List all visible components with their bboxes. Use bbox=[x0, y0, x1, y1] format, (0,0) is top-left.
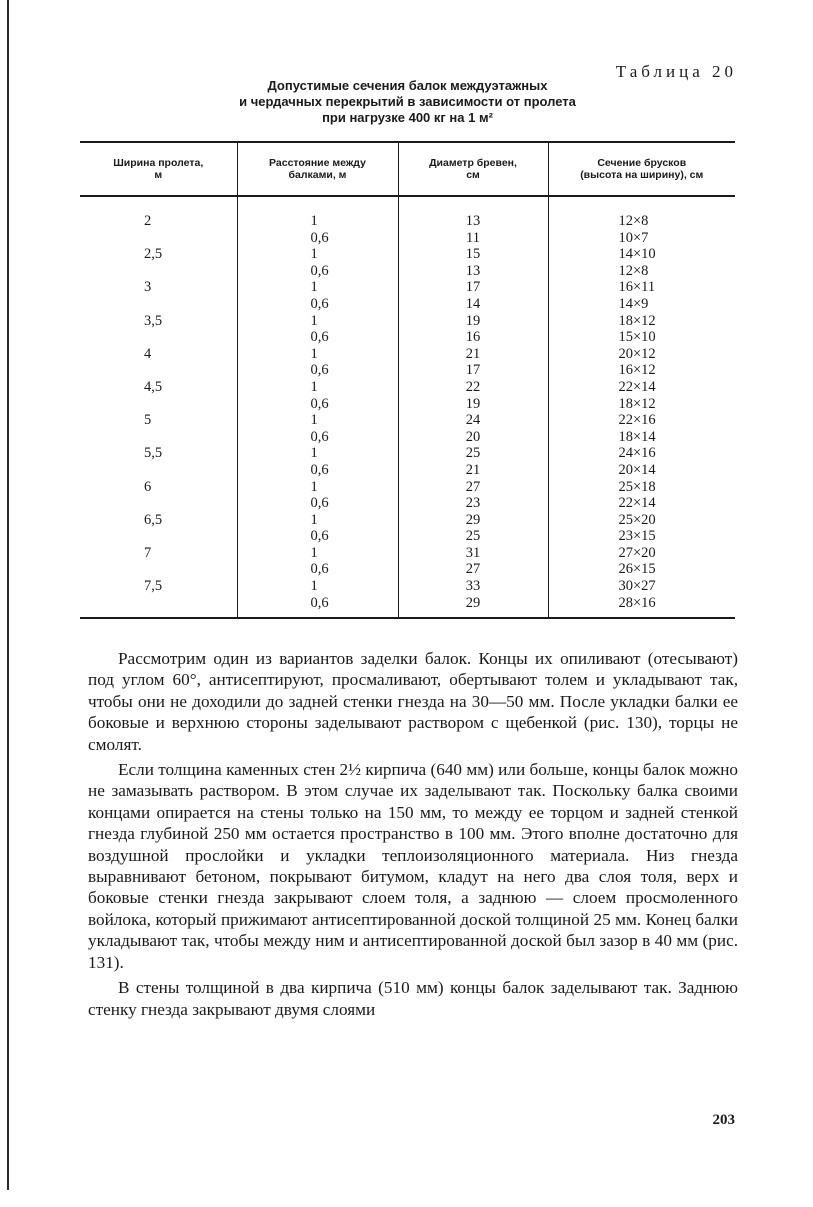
section-cell: 10×7 bbox=[618, 229, 649, 246]
distance-cell: 1 bbox=[310, 213, 318, 229]
diameter-cell: 19 bbox=[465, 312, 481, 329]
diameter-cell: 21 bbox=[465, 345, 481, 362]
table-body-row bbox=[80, 196, 735, 618]
span-cell bbox=[144, 230, 236, 247]
span-cell: 2,5 bbox=[144, 246, 163, 263]
diameter-cell: 20 bbox=[465, 428, 481, 445]
section-cell: 18×12 bbox=[618, 395, 656, 412]
span-cell: 3,5 bbox=[144, 312, 163, 329]
span-cell: 4,5 bbox=[144, 378, 163, 395]
section-cell: 18×12 bbox=[618, 312, 656, 329]
span-cell bbox=[144, 362, 236, 379]
section-cell: 16×12 bbox=[618, 362, 656, 379]
span-cell bbox=[144, 495, 236, 512]
span-cell bbox=[144, 561, 236, 578]
diameter-cell: 24 bbox=[465, 412, 481, 429]
page-edge-line bbox=[7, 0, 9, 1190]
distance-cell: 1 bbox=[310, 312, 318, 329]
span-cell bbox=[144, 396, 236, 413]
diameter-cell: 27 bbox=[465, 561, 481, 578]
diameter-cell: 19 bbox=[465, 395, 481, 412]
distance-cell: 1 bbox=[310, 578, 318, 595]
span-cell: 6,5 bbox=[144, 511, 163, 528]
diameter-cell: 17 bbox=[465, 279, 481, 296]
span-cell: 3 bbox=[144, 279, 152, 296]
diameter-cell: 25 bbox=[465, 445, 481, 462]
body-text bbox=[88, 648, 738, 1024]
distance-cell: 1 bbox=[310, 246, 318, 263]
span-cell: 5 bbox=[144, 412, 152, 429]
diameter-cell: 16 bbox=[465, 329, 481, 346]
distance-cell: 0,6 bbox=[310, 461, 329, 478]
section-cell: 18×14 bbox=[618, 428, 656, 445]
paragraph: Рассмотрим один из вариантов заделки балок. Концы их опиливают (отесывают) под углом 60°, антисептируют, просмаливают, обертывают толем и укладывают так, чтобы они не доходили до задней стенки гнезда на 30—50 мм. После укладки балки ее боковые и верхнюю стороны заделывают раствором с щебенкой (рис. 130), торцы не смолят. bbox=[88, 649, 738, 754]
distance-cell: 0,6 bbox=[310, 329, 329, 346]
distance-cell: 0,6 bbox=[310, 561, 329, 578]
diameter-cell: 13 bbox=[465, 213, 481, 229]
table-title bbox=[80, 78, 735, 126]
distance-column bbox=[237, 196, 398, 618]
span-cell bbox=[144, 296, 236, 313]
section-cell: 12×8 bbox=[618, 213, 649, 229]
diameter-cell: 14 bbox=[465, 295, 481, 312]
section-cell: 24×16 bbox=[618, 445, 656, 462]
span-cell: 2 bbox=[144, 213, 152, 229]
paragraph: Если толщина каменных стен 2½ кирпича (640 мм) или больше, концы балок можно не замазывать раствором. В этом случае их заделывают так. Поскольку балка своими концами опирается на стены только на 150 мм, то между ее торцом и задней стенкой гнезда глубиной 250 мм остается пространство в 100 мм. Этого вполне достаточно для воздушной прослойки и укладки теплоизоляционного материала. Низ гнезда выравнивают бетоном, покрывают битумом, кладут на него два слоя толя, верх и боковые стенки гнезда закрывают слоем толя, а заднюю — слоем просмоленного войлока, который прижимают антисептированной доской толщиной 25 мм. Конец балки укладывают так, чтобы между ним и антисептированной доской был зазор в 40 мм (рис. 131). bbox=[88, 760, 738, 972]
header-distance: Расстояние между балками, м bbox=[237, 142, 398, 196]
diameter-cell: 29 bbox=[465, 511, 481, 528]
section-cell: 25×20 bbox=[618, 511, 656, 528]
span-cell bbox=[144, 329, 236, 346]
section-cell: 27×20 bbox=[618, 544, 656, 561]
diameter-cell: 22 bbox=[465, 378, 481, 395]
diameter-cell: 11 bbox=[466, 229, 480, 246]
distance-cell: 0,6 bbox=[310, 495, 329, 512]
section-cell: 26×15 bbox=[618, 561, 656, 578]
section-cell: 16×11 bbox=[618, 279, 656, 296]
section-cell: 25×18 bbox=[618, 478, 656, 495]
span-cell bbox=[144, 528, 236, 545]
diameter-cell: 29 bbox=[465, 594, 481, 611]
diameter-cell: 13 bbox=[465, 262, 481, 279]
distance-cell: 1 bbox=[310, 511, 318, 528]
span-cell bbox=[144, 429, 236, 446]
header-diameter: Диаметр бревен, см bbox=[398, 142, 548, 196]
distance-cell: 1 bbox=[310, 544, 318, 561]
section-column bbox=[548, 196, 735, 618]
table-title-line: Допустимые сечения балок междуэтажных bbox=[267, 78, 548, 93]
section-cell: 22×14 bbox=[618, 495, 656, 512]
section-cell: 22×14 bbox=[618, 378, 656, 395]
section-cell: 14×10 bbox=[618, 246, 656, 263]
section-cell: 20×14 bbox=[618, 461, 656, 478]
span-cell: 7 bbox=[144, 544, 152, 561]
section-cell: 15×10 bbox=[618, 329, 656, 346]
header-span: Ширина пролета, м bbox=[80, 142, 237, 196]
diameter-cell: 25 bbox=[465, 528, 481, 545]
distance-cell: 0,6 bbox=[310, 362, 329, 379]
section-cell: 23×15 bbox=[618, 528, 656, 545]
table-title-line: при нагрузке 400 кг на 1 м² bbox=[322, 110, 493, 125]
table-label: Таблица 20 bbox=[615, 62, 737, 81]
span-cell: 4 bbox=[144, 345, 152, 362]
span-cell bbox=[144, 595, 236, 612]
diameter-cell: 21 bbox=[465, 461, 481, 478]
distance-cell: 0,6 bbox=[310, 594, 329, 611]
distance-cell: 1 bbox=[310, 478, 318, 495]
page-number: 203 bbox=[712, 1112, 735, 1128]
section-cell: 30×27 bbox=[618, 578, 656, 595]
distance-cell: 0,6 bbox=[310, 229, 329, 246]
beam-sections-table bbox=[80, 141, 735, 619]
span-cell bbox=[144, 462, 236, 479]
distance-cell: 1 bbox=[310, 378, 318, 395]
distance-cell: 0,6 bbox=[310, 262, 329, 279]
diameter-cell: 33 bbox=[465, 578, 481, 595]
distance-cell: 1 bbox=[310, 279, 318, 296]
distance-cell: 0,6 bbox=[310, 528, 329, 545]
section-cell: 14×9 bbox=[618, 295, 649, 312]
diameter-cell: 17 bbox=[465, 362, 481, 379]
section-cell: 28×16 bbox=[618, 594, 656, 611]
diameter-cell: 15 bbox=[465, 246, 481, 263]
distance-cell: 1 bbox=[310, 345, 318, 362]
span-column bbox=[80, 196, 237, 618]
diameter-cell: 27 bbox=[465, 478, 481, 495]
section-cell: 12×8 bbox=[618, 262, 649, 279]
span-cell: 6 bbox=[144, 478, 152, 495]
section-cell: 22×16 bbox=[618, 412, 656, 429]
paragraph: В стены толщиной в два кирпича (510 мм) концы балок заделывают так. Заднюю стенку гнезда закрывают двумя слоями bbox=[88, 978, 738, 1019]
table-title-line: и чердачных перекрытий в зависимости от пролета bbox=[239, 94, 576, 109]
diameter-column bbox=[398, 196, 548, 618]
header-section: Сечение брусков (высота на ширину), см bbox=[548, 142, 735, 196]
distance-cell: 1 bbox=[310, 445, 318, 462]
distance-cell: 0,6 bbox=[310, 395, 329, 412]
distance-cell: 0,6 bbox=[310, 428, 329, 445]
diameter-cell: 31 bbox=[465, 544, 481, 561]
span-cell: 7,5 bbox=[144, 578, 163, 595]
section-cell: 20×12 bbox=[618, 345, 656, 362]
span-cell bbox=[144, 263, 236, 280]
diameter-cell: 23 bbox=[465, 495, 481, 512]
distance-cell: 0,6 bbox=[310, 295, 329, 312]
distance-cell: 1 bbox=[310, 412, 318, 429]
table-header-row bbox=[80, 142, 735, 196]
span-cell: 5,5 bbox=[144, 445, 163, 462]
